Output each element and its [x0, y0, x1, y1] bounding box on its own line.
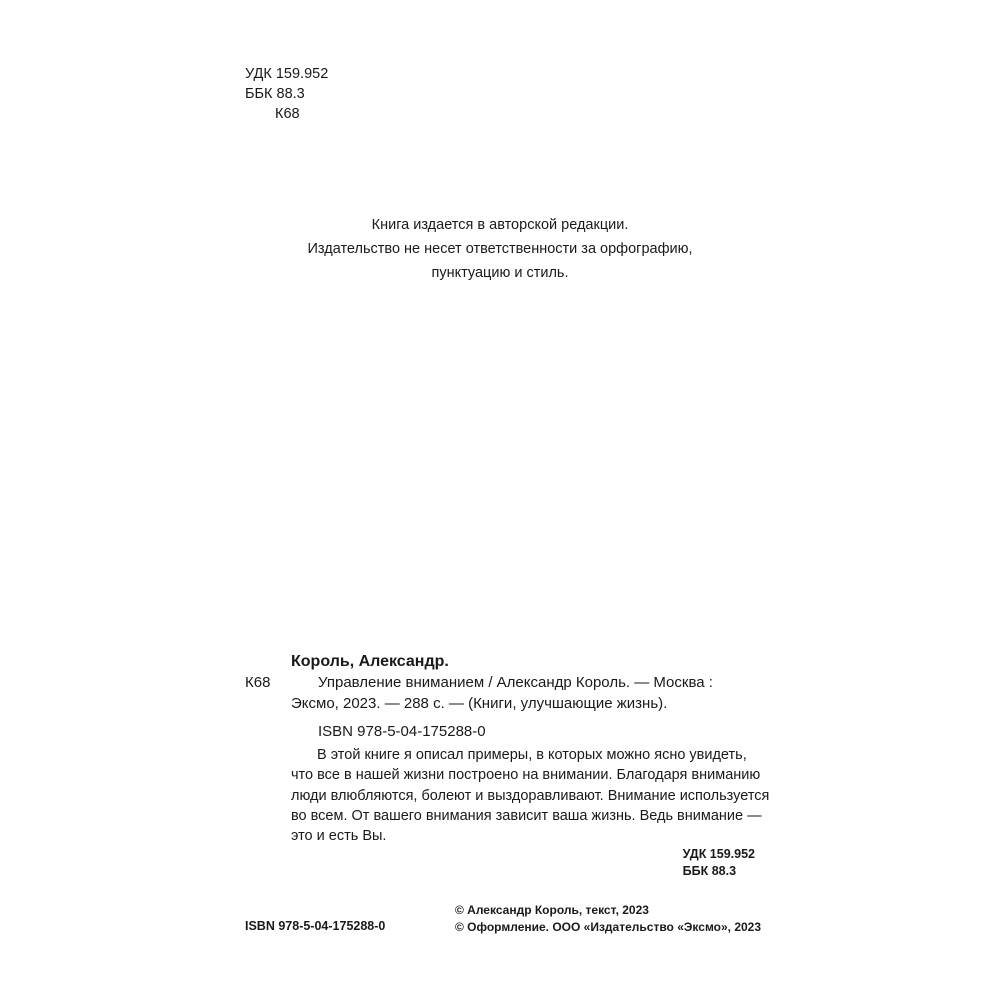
record-author: Король, Александр. — [291, 653, 449, 670]
annotation-line: во всем. От вашего внимания зависит ваша жизнь. Ведь внимание — — [291, 807, 762, 824]
notice-line: Издательство не несет ответственности за орфографию, — [307, 241, 693, 257]
bbk-code: ББК 88.3 — [245, 86, 305, 102]
record-description-line: Эксмо, 2023. — 288 с. — (Книги, улучшающие жизнь). — [291, 694, 668, 712]
annotation-line: что все в нашей жизни построено на внимании. Благодаря вниманию — [291, 767, 761, 784]
record-author-mark: К68 — [245, 674, 271, 691]
footer-isbn: ISBN 978-5-04-175288-0 — [245, 919, 386, 933]
copyright-line: © Оформление. ООО «Издательство «Эксмо», 2023 — [455, 920, 762, 934]
annotation — [291, 745, 770, 846]
editorial-notice — [250, 213, 750, 285]
author-mark: К68 — [275, 106, 300, 122]
bbk-code: ББК 88.3 — [682, 864, 737, 878]
annotation-line: люди влюбляются, болеют и выздоравливают. Внимание используется — [291, 787, 770, 804]
record-description — [291, 673, 713, 714]
annotation-line: это и есть Вы. — [291, 828, 387, 845]
copyright — [455, 902, 761, 936]
top-classification — [245, 64, 328, 124]
udk-code: УДК 159.952 — [682, 847, 755, 861]
notice-line: Книга издается в авторской редакции. — [371, 217, 629, 233]
copyright-line: © Александр Король, текст, 2023 — [455, 903, 649, 917]
notice-line: пунктуацию и стиль. — [431, 265, 569, 281]
udk-code: УДК 159.952 — [245, 66, 329, 82]
record-description-line: Управление вниманием / Александр Король. — Москва : — [318, 674, 713, 691]
bottom-classification — [683, 846, 755, 880]
annotation-line: В этой книге я описал примеры, в которых можно ясно увидеть, — [317, 747, 747, 763]
record-isbn: ISBN 978-5-04-175288-0 — [318, 723, 486, 740]
